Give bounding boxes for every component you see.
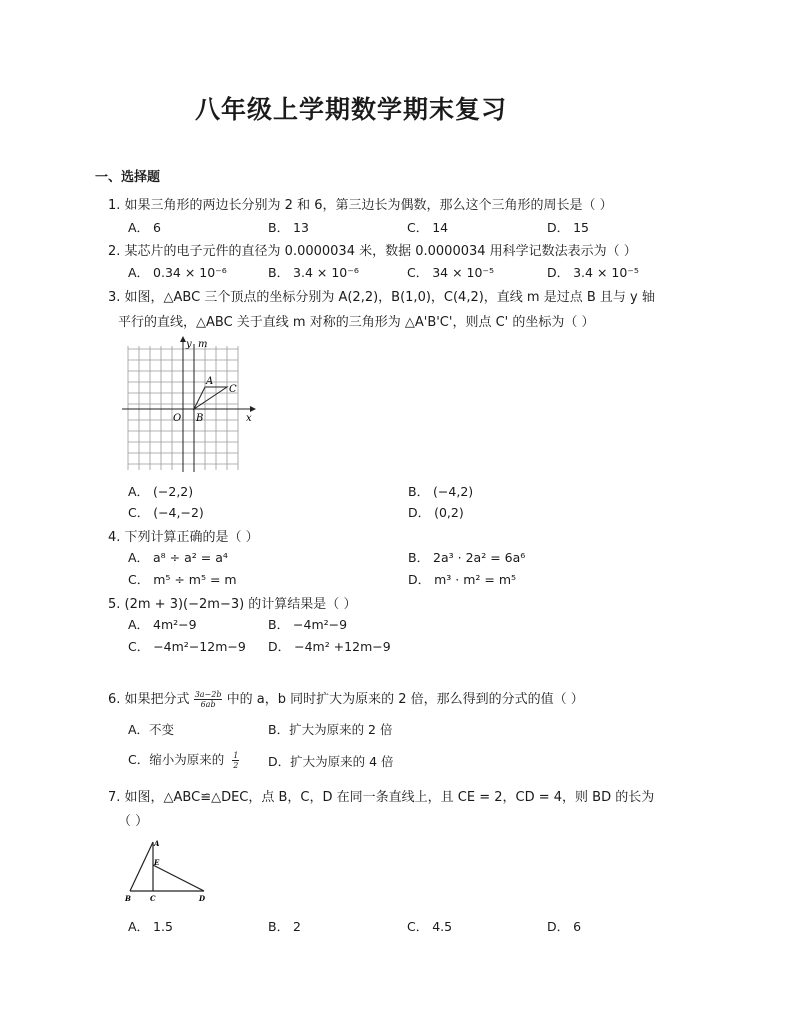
q1-option-a[interactable]: A． 6 [128, 220, 161, 235]
q1-option-d[interactable]: D． 15 [547, 220, 590, 235]
q2-option-b[interactable]: B． 3.4 × 10⁻⁶ [268, 265, 359, 280]
question-4: 4. 下列计算正确的是（ ） [108, 530, 259, 545]
label-o: O [173, 413, 182, 424]
q4-option-a[interactable]: A． a⁸ ÷ a² = a⁴ [128, 550, 228, 565]
q6-half-fraction [232, 751, 239, 770]
triangle-abc [194, 387, 227, 409]
q6-fraction-denominator: 6ab [200, 700, 216, 709]
q6-half-denominator: 2 [233, 761, 239, 770]
question-7-line-2: （ ） [118, 814, 149, 829]
label-b: B [196, 413, 204, 424]
question-2: 2. 某芯片的电子元件的直径为 0.0000034 米，数据 0.0000034 用科学记数法表示为（ ） [108, 244, 637, 259]
label-d: D [199, 894, 206, 903]
q5-option-a[interactable]: A． 4m²−9 [128, 617, 197, 632]
q3-option-b[interactable]: B． (−4,2) [408, 484, 474, 499]
label-e: E [154, 858, 160, 867]
q7-option-b[interactable]: B． 2 [268, 919, 302, 934]
q1-option-c[interactable]: C． 14 [407, 220, 449, 235]
section-heading: 一、选择题 [95, 170, 161, 185]
q3-option-d[interactable]: D． (0,2) [408, 505, 464, 520]
question-1: 1. 如果三角形的两边长分别为 2 和 6，第三边长为偶数，那么这个三角形的周长是（ ） [108, 198, 613, 213]
q5-option-d[interactable]: D． −4m² +12m−9 [268, 639, 391, 654]
label-x: x [246, 413, 252, 424]
question-6 [108, 688, 584, 709]
q6-option-c[interactable] [128, 750, 239, 770]
label-y: y [186, 339, 192, 350]
page-title: 八年级上学期数学期末复习 [195, 95, 508, 124]
label-b: B [125, 894, 131, 903]
segment-ab [130, 842, 153, 891]
q6-option-c-text: C．缩小为原来的 [128, 752, 225, 767]
q6-option-b[interactable]: B．扩大为原来的 2 倍 [268, 722, 393, 737]
q1-option-b[interactable]: B． 13 [268, 220, 309, 235]
q5-option-b[interactable]: B． −4m²−9 [268, 617, 348, 632]
q6-text-after: 中的 a，b 同时扩大为原来的 2 倍，那么得到的分式的值（ ） [226, 692, 584, 707]
q6-fraction-numerator: 3a−2b [194, 690, 222, 699]
segment-ed [153, 865, 204, 891]
label-c: C [150, 894, 156, 903]
q6-text-before: 6. 如果把分式 [108, 692, 190, 707]
question-3-line-2: 平行的直线，△ABC 关于直线 m 对称的三角形为 △A'B'C'，则点 C' 的坐标为（ ） [118, 315, 595, 330]
q7-option-a[interactable]: A． 1.5 [128, 919, 173, 934]
q7-option-d[interactable]: D． 6 [547, 919, 582, 934]
x-axis-arrow [250, 406, 256, 412]
q6-option-d[interactable]: D．扩大为原来的 4 倍 [268, 754, 394, 769]
q4-option-d[interactable]: D． m³ · m² = m⁵ [408, 572, 517, 587]
q2-option-d[interactable]: D． 3.4 × 10⁻⁵ [547, 265, 639, 280]
q6-fraction [194, 690, 223, 709]
q6-half-numerator: 1 [233, 751, 239, 760]
question-5: 5. (2m + 3)(−2m−3) 的计算结果是（ ） [108, 597, 357, 612]
q2-option-c[interactable]: C． 34 × 10⁻⁵ [407, 265, 495, 280]
label-c: C [229, 384, 237, 395]
question-7: 7. 如图，△ABC≌△DEC，点 B，C，D 在同一条直线上，且 CE = 2，CD = 4，则 BD 的长为 [108, 790, 655, 805]
triangle-figure [122, 834, 214, 904]
q4-option-c[interactable]: C． m⁵ ÷ m⁵ = m [128, 572, 237, 587]
q3-option-a[interactable]: A． (−2,2) [128, 484, 194, 499]
label-m: m [198, 339, 208, 350]
q4-option-b[interactable]: B． 2a³ · 2a² = 6a⁶ [408, 550, 526, 565]
q7-option-c[interactable]: C． 4.5 [407, 919, 453, 934]
label-a: A [206, 376, 214, 387]
question-3: 3. 如图，△ABC 三个顶点的坐标分别为 A(2,2)，B(1,0)，C(4,2)，直线 m 是过点 B 且与 y 轴 [108, 290, 655, 305]
coordinate-grid-figure [118, 336, 260, 474]
q6-option-a[interactable]: A．不变 [128, 722, 175, 737]
q5-option-c[interactable]: C． −4m²−12m−9 [128, 639, 246, 654]
q2-option-a[interactable]: A． 0.34 × 10⁻⁶ [128, 265, 227, 280]
label-a: A [154, 839, 160, 848]
q3-option-c[interactable]: C． (−4,−2) [128, 505, 204, 520]
